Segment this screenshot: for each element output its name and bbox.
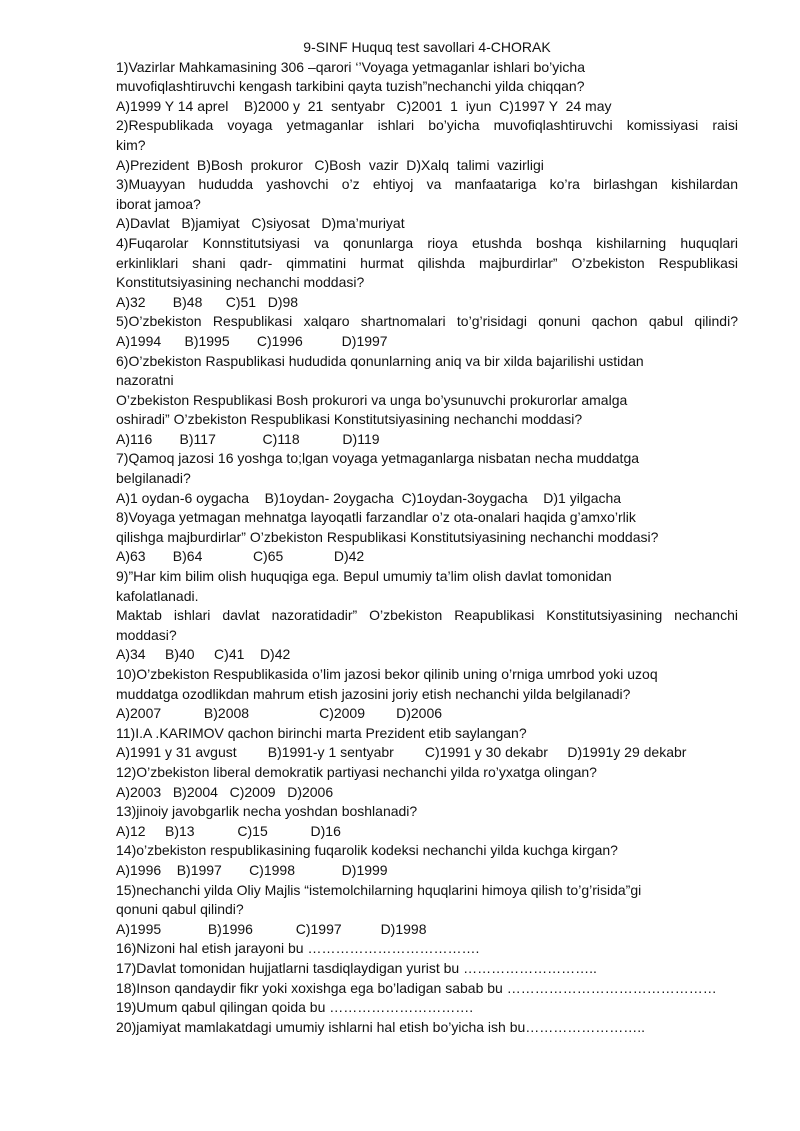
answer-options-line: A)63 B)64 C)65 D)42 (116, 548, 365, 565)
question-text-line: 9)”Har kim bilim olish huquqiga ega. Bepul umumiy ta’lim olish davlat tomonidan (116, 568, 612, 585)
question-text-line: 3)Muayyan hududda yashovchi o’z ehtiyoj va manfaatariga ko’ra birlashgan kishilardan (116, 176, 738, 193)
question-text-line: 14)o’zbekiston respublikasining fuqarolik kodeksi nechanchi yilda kuchga kirgan? (116, 842, 618, 859)
question-text-line: 7)Qamoq jazosi 16 yoshga to;lgan voyaga yetmaganlarga nisbatan necha muddatga (116, 450, 640, 467)
question-text-line: 16)Nizoni hal etish jarayoni bu ………………………………. (116, 940, 480, 957)
answer-options-line: A)1996 B)1997 C)1998 D)1999 (116, 861, 388, 878)
question-text-line: 8)Voyaga yetmagan mehnatga layoqatli farzandlar o’z ota-onalari haqida g’amxo’rlik (116, 509, 636, 526)
question-text-line: kafolatlanadi. (116, 587, 199, 604)
question-text-line: moddasi? (116, 626, 177, 643)
question-text-line: qilishga majburdirlar” O’zbekiston Respublikasi Konstitutsiyasining nechanchi moddasi? (116, 528, 659, 545)
question-text-line: 4)Fuqarolar Konnstitutsiyasi va qonunlarga rioya etushda boshqa kishilarning huquqlari (116, 234, 738, 251)
answer-options-line: A)2003 B)2004 C)2009 D)2006 (116, 783, 334, 800)
answer-options-line: A)Prezident B)Bosh prokuror C)Bosh vazir D)Xalq talimi vazirligi (116, 156, 544, 173)
answer-options-line: A)1991 y 31 avgust B)1991-y 1 sentyabr C)1991 y 30 dekabr D)1991y 29 dekabr (116, 744, 687, 761)
question-text-line: Konstitutsiyasining nechanchi moddasi? (116, 274, 365, 291)
document-page (116, 38, 738, 1037)
question-text-line: oshiradi” O’zbekiston Respublikasi Konstitutsiyasining nechanchi moddasi? (116, 411, 583, 428)
question-text-line: belgilanadi? (116, 470, 191, 487)
question-text-line: 11)I.A .KARIMOV qachon birinchi marta Prezident etib saylangan? (116, 724, 527, 741)
question-text-line: 15)nechanchi yilda Oliy Majlis “istemolchilarning hquqlarini himoya qilish to’g’risida”gi (116, 881, 642, 898)
question-text-line: 13)jinoiy javobgarlik necha yoshdan boshlanadi? (116, 803, 418, 820)
answer-options-line: A)Davlat B)jamiyat C)siyosat D)ma’muriyat (116, 215, 405, 232)
question-text-line: 10)O’zbekiston Respublikasida o’lim jazosi bekor qilinib uning o’rniga umrbod yoki uzoq (116, 666, 658, 682)
question-text-line: 12)O’zbekiston liberal demokratik partiyasi nechanchi yilda ro’yxatga olingan? (116, 763, 597, 780)
question-text-line: iborat jamoa? (116, 195, 201, 212)
question-text-line: 18)Inson qandaydir fikr yoki xoxishga ega bo’ladigan sabab bu ……………………………………… (116, 979, 717, 996)
question-text-line: muvofiqlashtiruvchi kengash tarkibini qayta tuzish”nechanchi yilda chiqqan? (116, 78, 585, 95)
question-text-line: erkinliklari shani qadr- qimmatini hurmat qilishda majburdirlar” O’zbekiston Respublikasi (116, 254, 738, 271)
answer-options-line: A)116 B)117 C)118 D)119 (116, 430, 380, 447)
answer-options-line: A)32 B)48 C)51 D)98 (116, 293, 299, 310)
answer-options-line: A)12 B)13 C)15 D)16 (116, 822, 341, 839)
answer-options-line: A)1999 Y 14 aprel B)2000 y 21 sentyabr C)2001 1 iyun C)1997 Y 24 may (116, 97, 612, 114)
question-text-line: 1)Vazirlar Mahkamasining 306 –qarori ‘’Voyaga yetmaganlar ishlari bo’yicha (116, 58, 585, 75)
question-text-line: qonuni qabul qilindi? (116, 901, 244, 918)
document-title: 9-SINF Huquq test savollari 4-CHORAK (303, 39, 551, 55)
question-text-line: 5)O’zbekiston Respublikasi xalqaro shartnomalari to’g’risidagi qonuni qachon qabul qilindi? (116, 313, 738, 330)
question-text-line: 20)jamiyat mamlakatdagi umumiy ishlarni hal etish bo’yicha ish bu…………………….. (116, 1018, 646, 1035)
question-text-line: nazoratni (116, 372, 174, 389)
question-text-line: 19)Umum qabul qilingan qoida bu …………………………. (116, 999, 474, 1016)
question-text-line: Maktab ishlari davlat nazoratidadir” O’zbekiston Reapublikasi Konstitutsiyasining nechanchi (116, 607, 738, 624)
answer-options-line: A)1994 B)1995 C)1996 D)1997 (116, 332, 388, 349)
question-text-line: 6)O’zbekiston Raspublikasi hududida qonunlarning aniq va bir xilda bajarilishi ustidan (116, 352, 644, 369)
question-text-line: 17)Davlat tomonidan hujjatlarni tasdiqlaydigan yurist bu ……………………….. (116, 959, 597, 976)
question-text-line: O’zbekiston Respublikasi Bosh prokurori va unga bo’ysunuvchi prokurorlar amalga (116, 391, 628, 408)
answer-options-line: A)1 oydan-6 oygacha B)1oydan- 2oygacha C)1oydan-3oygacha D)1 yilgacha (116, 489, 622, 506)
question-text-line: muddatga ozodlikdan mahrum etish jazosini joriy etish nechanchi yilda belgilanadi? (116, 685, 631, 702)
question-list (116, 58, 738, 1038)
answer-options-line: A)1995 B)1996 C)1997 D)1998 (116, 920, 427, 937)
question-text-line: 2)Respublikada voyaga yetmaganlar ishlari bo’yicha muvofiqlashtiruvchi komissiyasi raisi (116, 117, 738, 134)
answer-options-line: A)34 B)40 C)41 D)42 (116, 646, 291, 663)
question-text-line: kim? (116, 136, 146, 153)
answer-options-line: A)2007 B)2008 C)2009 D)2006 (116, 705, 443, 722)
